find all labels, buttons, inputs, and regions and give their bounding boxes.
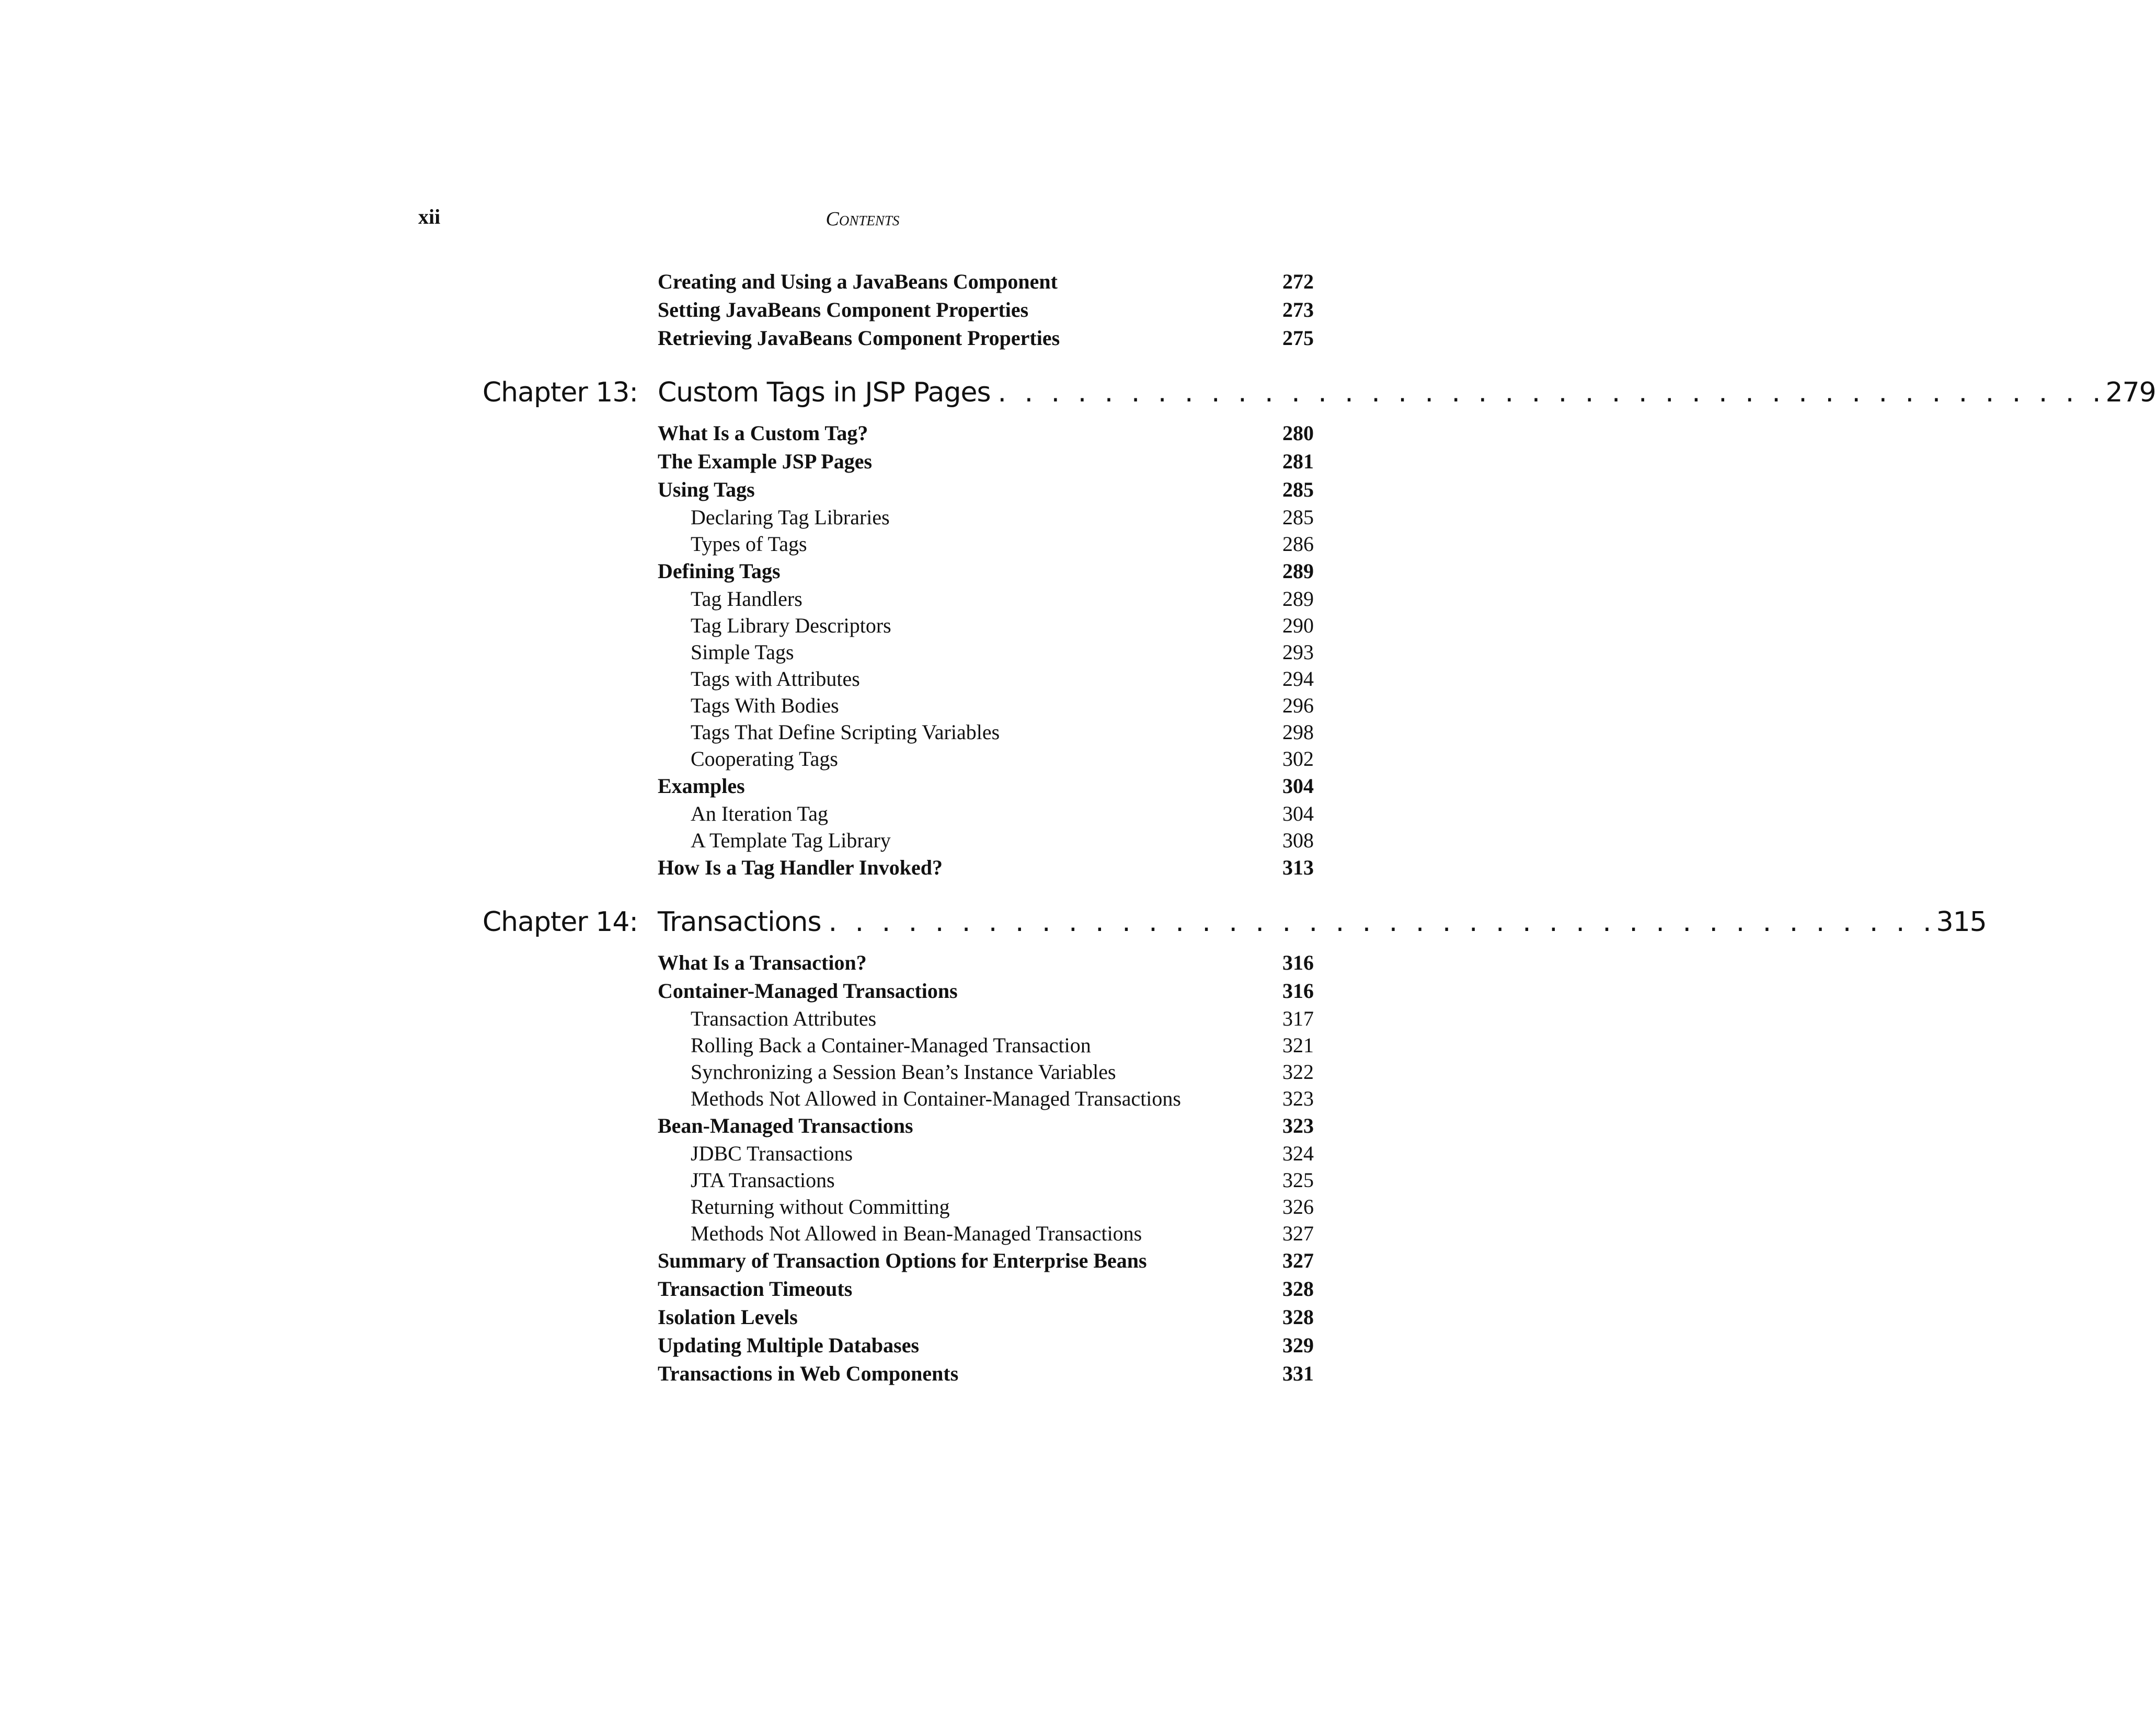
toc-entry-title: Declaring Tag Libraries xyxy=(691,505,890,529)
toc-entry-title: Updating Multiple Databases xyxy=(658,1333,920,1357)
toc-entry-page: 285 xyxy=(1282,478,1314,501)
toc-subsection-entry xyxy=(658,531,1314,557)
toc-entry-title: Retrieving JavaBeans Component Properties xyxy=(658,326,1060,350)
toc-entry-page: 329 xyxy=(1282,1333,1314,1357)
toc-subsection-entry xyxy=(658,827,1314,854)
toc-section-entry xyxy=(658,296,1314,324)
toc-subsection-entry xyxy=(658,1140,1314,1167)
toc-entry-page: 289 xyxy=(1282,559,1314,583)
toc-entry-title: JDBC Transactions xyxy=(691,1142,853,1165)
toc-entry-page: 285 xyxy=(1282,505,1314,529)
toc-entry-page: 294 xyxy=(1282,667,1314,691)
toc-subsection-entry xyxy=(658,692,1314,719)
toc-subsection-entry xyxy=(658,585,1314,612)
toc-entry-page: 275 xyxy=(1282,326,1314,350)
chapter-label: Chapter 14: xyxy=(482,906,638,938)
toc-entry-title: Creating and Using a JavaBeans Component xyxy=(658,270,1058,293)
toc-entry-title: Tag Library Descriptors xyxy=(691,614,891,637)
toc-entry-page: 327 xyxy=(1282,1249,1314,1272)
toc-entry-page: 302 xyxy=(1282,747,1314,770)
toc-entry-page: 316 xyxy=(1282,951,1314,974)
toc-subsection-entry xyxy=(658,1005,1314,1032)
toc-subsection-entry xyxy=(658,612,1314,639)
toc-entry-page: 293 xyxy=(1282,640,1314,664)
toc-section-entry xyxy=(658,949,1314,977)
table-of-contents xyxy=(482,268,2156,1388)
toc-entry-title: The Example JSP Pages xyxy=(658,450,873,473)
toc-entry-page: 324 xyxy=(1282,1142,1314,1165)
toc-section-entry xyxy=(658,1112,1314,1140)
toc-entry-page: 322 xyxy=(1282,1060,1314,1084)
toc-entry-page: 304 xyxy=(1282,802,1314,825)
toc-section-entry xyxy=(658,476,1314,504)
toc-subsection-entry xyxy=(658,1085,1314,1112)
toc-entry-title: Transactions in Web Components xyxy=(658,1362,959,1385)
toc-entry-page: 325 xyxy=(1282,1168,1314,1192)
toc-entry-page: 304 xyxy=(1282,774,1314,798)
dot-leader: . . . . . . . . . . . . . . . . . . . . . . . . . . . . . . . . . . . . . . . . . . xyxy=(828,906,1936,938)
toc-section-entry xyxy=(658,1360,1314,1388)
toc-entry-page: 273 xyxy=(1282,298,1314,321)
toc-entry-page: 296 xyxy=(1282,694,1314,717)
toc-entry-title: Tag Handlers xyxy=(691,587,802,611)
toc-subsection-entry xyxy=(658,1167,1314,1193)
toc-subsection-entry xyxy=(658,1032,1314,1059)
toc-entry-page: 328 xyxy=(1282,1305,1314,1329)
toc-entry-page: 321 xyxy=(1282,1033,1314,1057)
toc-section-entry xyxy=(658,557,1314,585)
toc-section-entry xyxy=(658,1303,1314,1331)
toc-subsection-entry xyxy=(658,1059,1314,1085)
toc-entry-title: Tags With Bodies xyxy=(691,694,839,717)
toc-entry-title: Examples xyxy=(658,774,745,798)
chapter-page: 279 xyxy=(2105,377,2156,408)
toc-entry-title: Synchronizing a Session Bean’s Instance Variables xyxy=(691,1060,1116,1084)
toc-subsection-entry xyxy=(658,800,1314,827)
toc-subsection-entry xyxy=(658,719,1314,745)
toc-entry-title: Simple Tags xyxy=(691,640,794,664)
toc-entry-title: Bean-Managed Transactions xyxy=(658,1114,913,1137)
toc-section-entry xyxy=(658,1275,1314,1303)
toc-entry-page: 281 xyxy=(1282,450,1314,473)
dot-leader: . . . . . . . . . . . . . . . . . . . . . . . . . . . . . . . . . . . . . . . . . . xyxy=(997,377,2106,408)
toc-entry-page: 317 xyxy=(1282,1007,1314,1030)
toc-entry-title: Rolling Back a Container-Managed Transaction xyxy=(691,1033,1091,1057)
toc-entry-title: Cooperating Tags xyxy=(691,747,838,770)
toc-entry-title: Returning without Committing xyxy=(691,1195,950,1218)
toc-section-entry xyxy=(658,854,1314,882)
toc-entry-page: 313 xyxy=(1282,856,1314,879)
toc-entry-title: An Iteration Tag xyxy=(691,802,829,825)
toc-section-entry xyxy=(658,268,1314,296)
toc-subsection-entry xyxy=(658,665,1314,692)
toc-entry-title: Defining Tags xyxy=(658,559,781,583)
chapter-label: Chapter 13: xyxy=(482,377,638,408)
toc-entry-title: Setting JavaBeans Component Properties xyxy=(658,298,1029,321)
toc-entry-title: Summary of Transaction Options for Enterprise Beans xyxy=(658,1249,1147,1272)
toc-entry-page: 323 xyxy=(1282,1114,1314,1137)
toc-subsection-entry xyxy=(658,1220,1314,1247)
chapter-title: Transactions xyxy=(658,906,821,938)
toc-entry-page: 308 xyxy=(1282,829,1314,852)
toc-entry-page: 326 xyxy=(1282,1195,1314,1218)
toc-entry-title: Isolation Levels xyxy=(658,1305,798,1329)
page-number: xii xyxy=(418,205,441,228)
toc-entry-title: How Is a Tag Handler Invoked? xyxy=(658,856,943,879)
toc-entry-title: Container-Managed Transactions xyxy=(658,979,958,1003)
toc-entry-page: 323 xyxy=(1282,1087,1314,1110)
toc-subsection-entry xyxy=(658,639,1314,665)
toc-entry-title: JTA Transactions xyxy=(691,1168,835,1192)
running-head: Contents xyxy=(825,208,900,230)
toc-subsection-entry xyxy=(658,745,1314,772)
chapter-page: 315 xyxy=(1936,906,1987,938)
toc-section-entry xyxy=(658,977,1314,1005)
toc-subsection-entry xyxy=(658,1193,1314,1220)
toc-entry-page: 289 xyxy=(1282,587,1314,611)
toc-entry-title: What Is a Transaction? xyxy=(658,951,867,974)
toc-entry-title: Transaction Attributes xyxy=(691,1007,877,1030)
toc-entry-title: What Is a Custom Tag? xyxy=(658,421,868,445)
toc-entry-page: 286 xyxy=(1282,532,1314,556)
toc-section-entry xyxy=(658,1247,1314,1275)
toc-section-entry xyxy=(658,447,1314,476)
toc-entry-title: Transaction Timeouts xyxy=(658,1277,853,1301)
chapter-title: Custom Tags in JSP Pages xyxy=(658,377,991,408)
toc-entry-title: Methods Not Allowed in Bean-Managed Transactions xyxy=(691,1222,1142,1245)
toc-entry-title: A Template Tag Library xyxy=(691,829,891,852)
toc-section-entry xyxy=(658,1331,1314,1360)
chapter-heading xyxy=(482,375,2156,410)
toc-entry-page: 290 xyxy=(1282,614,1314,637)
toc-entry-title: Tags That Define Scripting Variables xyxy=(691,720,1000,744)
toc-entry-page: 280 xyxy=(1282,421,1314,445)
toc-entry-page: 316 xyxy=(1282,979,1314,1003)
toc-subsection-entry xyxy=(658,504,1314,531)
toc-section-entry xyxy=(658,324,1314,352)
toc-entry-page: 272 xyxy=(1282,270,1314,293)
toc-entry-page: 298 xyxy=(1282,720,1314,744)
chapter-heading xyxy=(482,905,1987,939)
toc-entry-page: 331 xyxy=(1282,1362,1314,1385)
toc-section-entry xyxy=(658,772,1314,800)
toc-section-entry xyxy=(658,419,1314,447)
toc-entry-title: Types of Tags xyxy=(691,532,807,556)
toc-entry-page: 327 xyxy=(1282,1222,1314,1245)
toc-entry-page: 328 xyxy=(1282,1277,1314,1301)
toc-entry-title: Methods Not Allowed in Container-Managed Transactions xyxy=(691,1087,1181,1110)
toc-entry-title: Using Tags xyxy=(658,478,755,501)
toc-entry-title: Tags with Attributes xyxy=(691,667,860,691)
